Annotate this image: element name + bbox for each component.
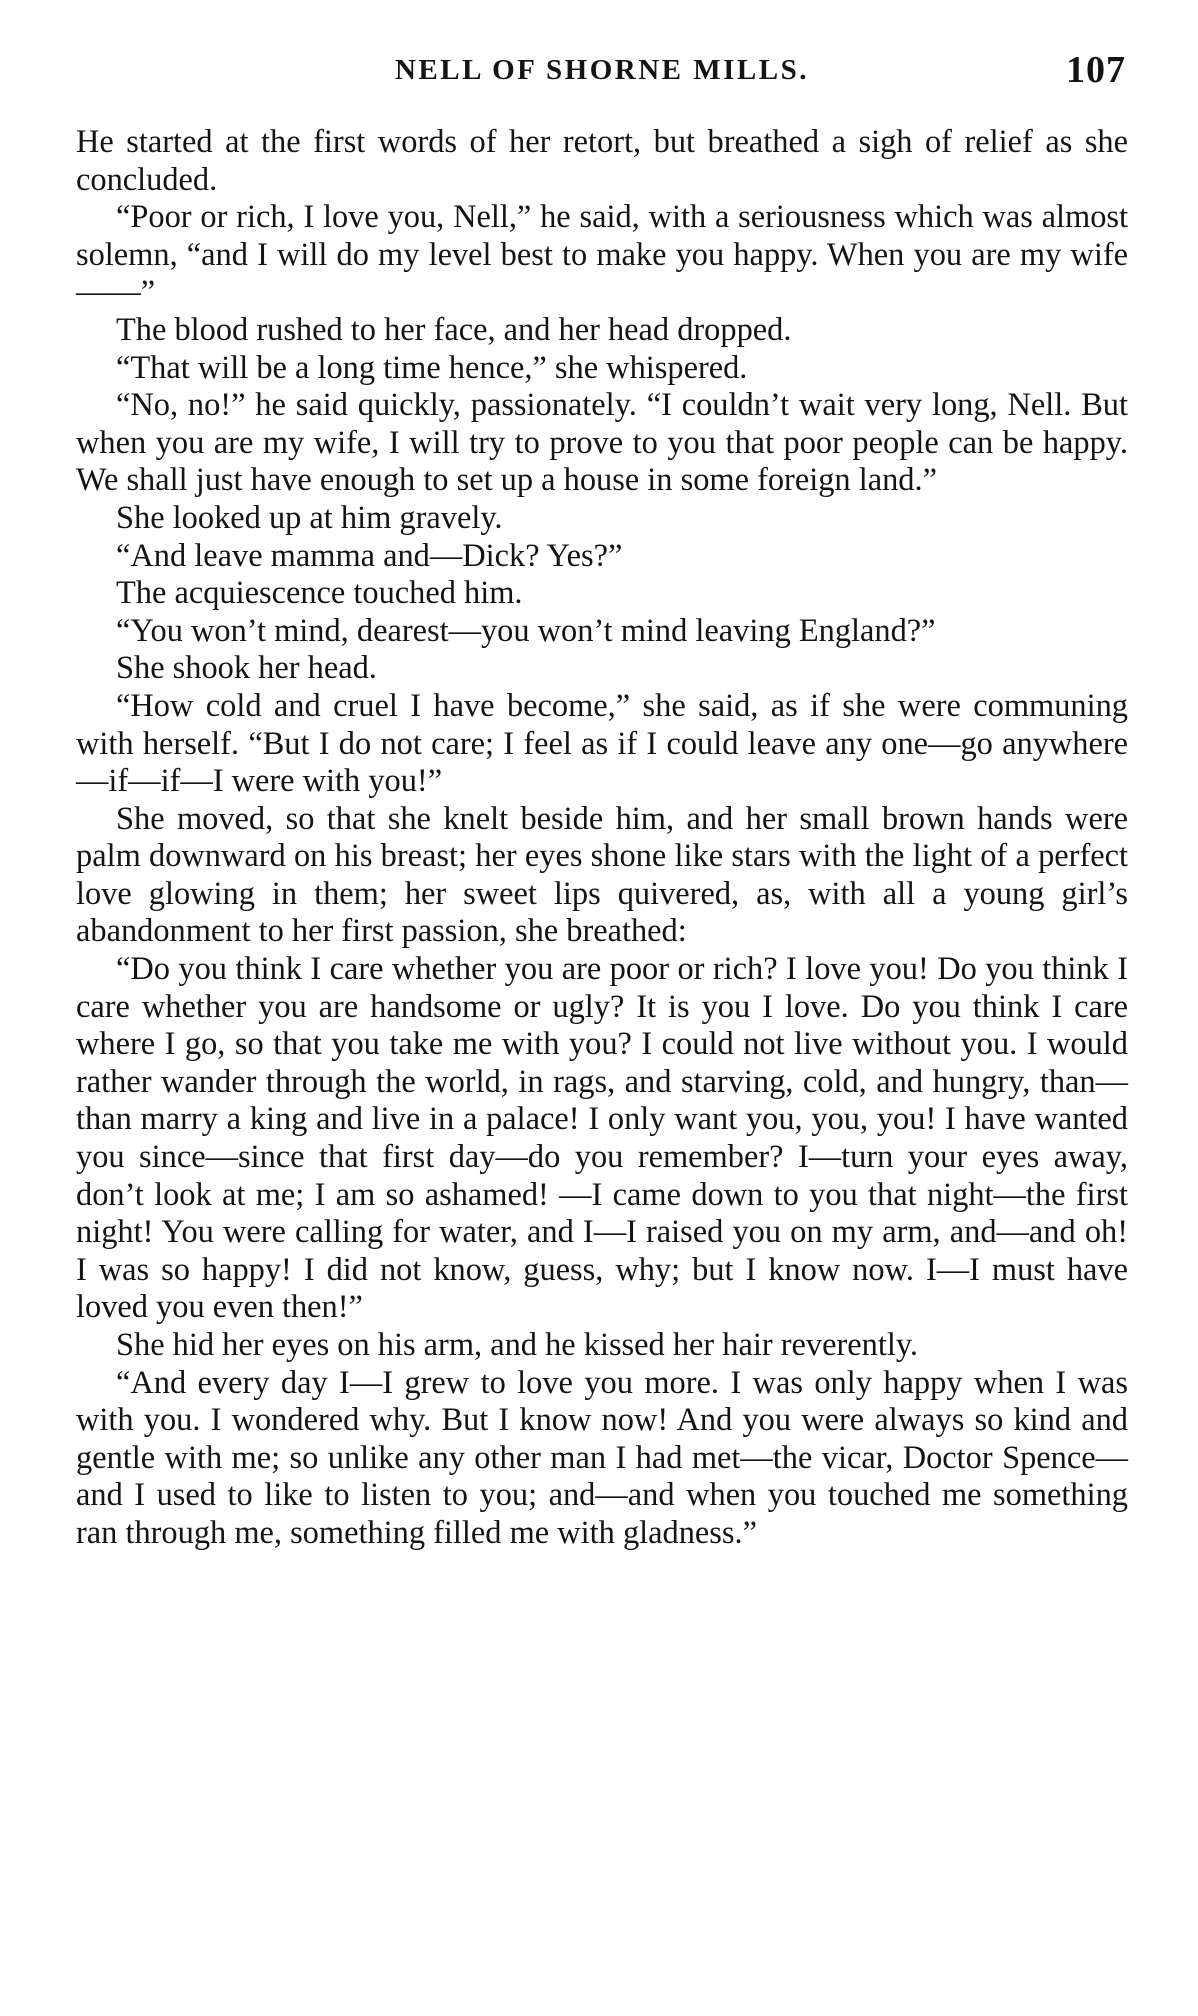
paragraph: “You won’t mind, dearest—you won’t mind leaving England?” [116,612,936,649]
paragraph: “Poor or rich, I love you, Nell,” he said, with a seriousness which was almost solemn, “and I will do my level best to make you happy. When you are my wife——” [76,199,1128,311]
running-head [76,48,1128,108]
paragraph: “That will be a long time hence,” she whispered. [116,349,748,386]
paragraph: He started at the first words of her retort, but breathed a sigh of relief as she concluded. [76,124,1128,198]
paragraph: The blood rushed to her face, and her head dropped. [116,311,792,348]
paragraph: “And leave mamma and—Dick? Yes?” [116,537,623,574]
paragraph: “No, no!” he said quickly, passionately. “I couldn’t wait very long, Nell. But when you are my wife, I will try to prove to you that poor people can be happy. We shall just have enough to set up a house in some foreign land.” [76,387,1128,499]
paragraph: She moved, so that she knelt beside him, and her small brown hands were palm downward on his breast; her eyes shone like stars with the light of a perfect love glowing in them; her sweet lips quivered, as, with all a young girl’s abandonment to her first passion, she breathed: [76,800,1128,950]
paragraph: “And every day I—I grew to love you more. I was only happy when I was with you. I wondered why. But I know now! And you were always so kind and gentle with me; so unlike any other man I had met—the vicar, Doctor Spence—and I used to like to listen to you; and—and when you touched me something ran through me, something filled me with gladness.” [76,1364,1128,1551]
paragraph: She shook her head. [116,650,377,687]
body-text [76,124,1128,1553]
book-page [76,48,1128,1553]
running-title: NELL OF SHORNE MILLS. [394,54,809,86]
paragraph: She hid her eyes on his arm, and he kissed her hair reverently. [116,1327,919,1363]
page-number: 107 [1066,49,1126,91]
paragraph: “How cold and cruel I have become,” she said, as if she were communing with herself. “But I do not care; I feel as if I could leave any one—go anywhere—if—if—I were with you!” [76,687,1128,800]
paragraph: “Do you think I care whether you are poor or rich? I love you! Do you think I care whether you are handsome or ugly? It is you I love. Do you think I care where I go, so that you take me with you? I could not live without you. I would rather wander through the world, in rags, and starving, cold, and hungry, than—than marry a king and live in a palace! I only want you, you, you! I have wanted you since—since that first day—do you remember? I—turn your eyes away, don’t look at me; I am so ashamed! —I came down to you that night—the first night! You were calling for water, and I—I raised you on my arm, and—and oh! I was so happy! I did not know, guess, why; but I know now. I—I must have loved you even then!” [76,951,1128,1326]
paragraph: The acquiescence touched him. [116,575,523,612]
paragraph: She looked up at him gravely. [116,499,503,536]
